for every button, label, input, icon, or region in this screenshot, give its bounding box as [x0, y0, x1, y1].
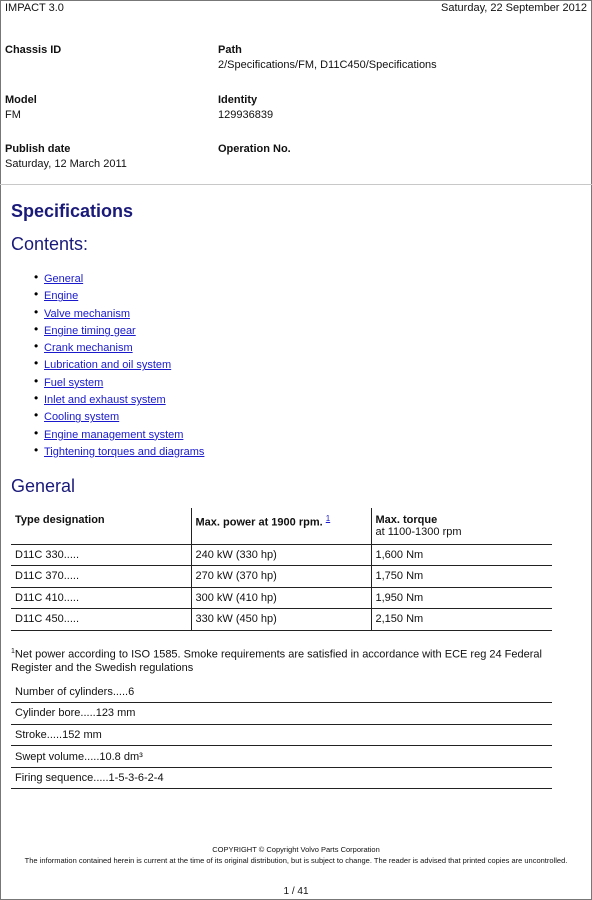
cell-type: D11C 330.....: [11, 544, 191, 566]
toc-link-engine[interactable]: Engine: [44, 290, 79, 303]
meta-row-3: [5, 142, 585, 182]
footnote-link[interactable]: 1: [325, 514, 331, 523]
cell-power: 300 kW (410 hp): [191, 587, 371, 609]
toc-link-engine-management[interactable]: Engine management system: [44, 428, 184, 441]
engine-spec-table: [11, 508, 552, 631]
table-row: [11, 746, 552, 768]
cell-power: 330 kW (450 hp): [191, 609, 371, 631]
footnote: [11, 645, 581, 675]
cell-torque: 1,600 Nm: [371, 544, 552, 566]
model-label: Model: [5, 94, 37, 106]
cell-type: D11C 450.....: [11, 609, 191, 631]
cell-power: 270 kW (370 hp): [191, 566, 371, 588]
toc-item: [34, 306, 204, 323]
table-row: [11, 681, 552, 703]
toc-link-cooling-system[interactable]: Cooling system: [44, 411, 120, 424]
operation-no-label: Operation No.: [218, 143, 291, 155]
toc-link-crank-mechanism[interactable]: Crank mechanism: [44, 342, 133, 355]
col-type-designation-label: Type designation: [15, 514, 105, 526]
table-row: [11, 587, 552, 609]
table-row: [11, 544, 552, 566]
operation-no: [218, 142, 291, 157]
model: [5, 93, 37, 123]
table-header-row: [11, 508, 552, 544]
col-type-designation: [11, 508, 191, 544]
path-label: Path: [218, 44, 242, 56]
meta-divider: [0, 184, 592, 185]
publish-date: [5, 142, 127, 172]
toc-item: [34, 288, 204, 305]
col-max-torque-sub: at 1100-1300 rpm: [375, 526, 462, 538]
top-bar: [0, 0, 592, 16]
table-row: [11, 703, 552, 725]
identity-label: Identity: [218, 94, 258, 106]
cell-torque: 1,950 Nm: [371, 587, 552, 609]
print-date: Saturday, 22 September 2012: [441, 2, 587, 14]
identity: [218, 93, 273, 123]
detail-stroke: Stroke.....152 mm: [11, 724, 552, 746]
toc-link-inlet-exhaust[interactable]: Inlet and exhaust system: [44, 394, 166, 407]
cell-type: D11C 410.....: [11, 587, 191, 609]
toc-item: [34, 375, 204, 392]
col-max-torque: [371, 508, 552, 544]
toc-link-general[interactable]: General: [44, 273, 84, 285]
detail-swept-volume: Swept volume.....10.8 dm³: [11, 746, 552, 768]
engine-details-table: [11, 681, 552, 789]
cell-power: 240 kW (330 hp): [191, 544, 371, 566]
toc-link-lubrication[interactable]: Lubrication and oil system: [44, 359, 172, 372]
page-footer: [0, 844, 592, 866]
col-max-torque-label: Max. torque: [375, 514, 438, 526]
footnote-marker: 1: [11, 648, 15, 655]
table-row: [11, 767, 552, 789]
toc-item: [34, 444, 204, 461]
cell-type: D11C 370.....: [11, 566, 191, 588]
toc-item: [34, 427, 204, 444]
table-row: [11, 566, 552, 588]
cell-torque: 1,750 Nm: [371, 566, 552, 588]
page-title: Specifications: [11, 201, 134, 221]
col-max-power: [191, 508, 371, 544]
chassis-id-label: Chassis ID: [5, 44, 62, 56]
toc-item: [34, 323, 204, 340]
toc-item: [34, 271, 204, 288]
table-row: [11, 724, 552, 746]
disclaimer-text: The information contained herein is current at the time of its original distribution, but is subject to change. The reader is advised that printed copies are uncontrolled.: [24, 856, 568, 865]
detail-bore: Cylinder bore.....123 mm: [11, 703, 552, 725]
path: [218, 43, 437, 73]
general-heading: General: [11, 476, 76, 496]
copyright-text: COPYRIGHT © Copyright Volvo Parts Corporation: [212, 845, 380, 854]
detail-cylinders: Number of cylinders.....6: [11, 681, 552, 703]
cell-torque: 2,150 Nm: [371, 609, 552, 631]
identity-value: 129936839: [218, 109, 274, 121]
publish-date-value: Saturday, 12 March 2011: [5, 158, 127, 170]
detail-firing-sequence: Firing sequence.....1-5-3-6-2-4: [11, 767, 552, 789]
publish-date-label: Publish date: [5, 143, 71, 155]
footnote-text: Net power according to ISO 1585. Smoke requirements are satisfied in accordance with ECE reg 24 Federal Register and the Swedish regulations: [11, 648, 542, 674]
meta-row-2: [5, 93, 585, 133]
app-name: IMPACT 3.0: [5, 2, 64, 14]
table-row: [11, 609, 552, 631]
toc-item: [34, 392, 204, 409]
col-max-power-label: Max. power at 1900 rpm.: [195, 516, 323, 529]
table-of-contents: [34, 271, 204, 461]
toc-item: [34, 357, 204, 374]
page-number: 1 / 41: [283, 886, 309, 897]
toc-item: [34, 409, 204, 426]
contents-heading: Contents:: [11, 234, 89, 254]
toc-link-valve-mechanism[interactable]: Valve mechanism: [44, 307, 130, 320]
toc-link-fuel-system[interactable]: Fuel system: [44, 376, 104, 389]
meta-row-1: [5, 43, 585, 83]
chassis-id: [5, 43, 61, 58]
path-value: 2/Specifications/FM, D11C450/Specifications: [218, 59, 437, 71]
toc-item: [34, 340, 204, 357]
toc-link-engine-timing-gear[interactable]: Engine timing gear: [44, 324, 136, 337]
toc-link-tightening-torques[interactable]: Tightening torques and diagrams: [44, 445, 205, 458]
model-value: FM: [5, 109, 21, 121]
